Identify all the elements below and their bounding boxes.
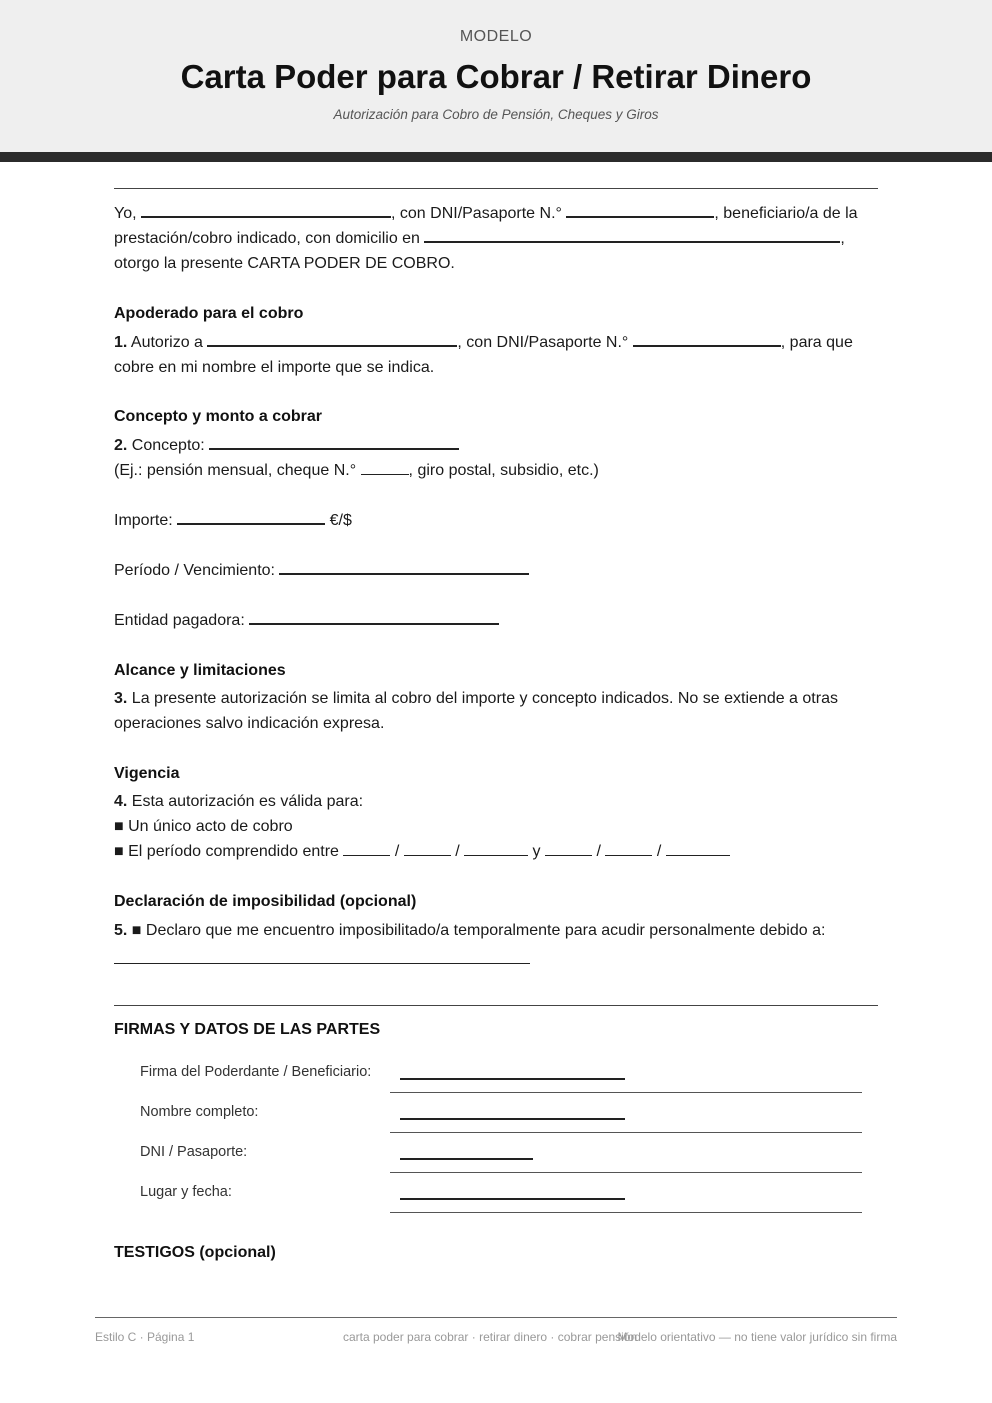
header-divider	[0, 152, 992, 162]
document-header	[0, 0, 992, 152]
reason-blank[interactable]	[114, 963, 530, 964]
place-date-label: Lugar y fecha:	[140, 1184, 232, 1200]
clause-text: La presente autorización se limita al cobro del importe y concepto indicados. No se extiende a otras operaciones salvo indicación expresa.	[114, 690, 838, 732]
signature-label: Firma del Poderdante / Beneficiario:	[140, 1064, 372, 1080]
document-kicker: MODELO	[459, 28, 533, 45]
document-subtitle: Autorización para Cobro de Pensión, Cheques y Giros	[333, 107, 659, 122]
date-separator: /	[596, 843, 601, 860]
clause-text: Declaro que me encuentro imposibilitado/a temporalmente para acudir personalmente debido a:	[145, 922, 826, 939]
clause-text: cobre en mi nombre el importe que se indica.	[114, 359, 435, 376]
name-blank[interactable]	[141, 202, 391, 218]
intro-text: , con DNI/Pasaporte N.°	[391, 205, 562, 222]
importe-blank[interactable]	[177, 509, 325, 525]
clause-number: 2.	[114, 437, 128, 454]
importe-line	[114, 508, 878, 533]
dni-blank[interactable]	[566, 202, 714, 218]
section-heading-vigencia: Vigencia	[114, 765, 180, 782]
clause-text: Esta autorización es válida para:	[131, 793, 364, 810]
footer-rule	[95, 1317, 897, 1318]
date-to-day-blank[interactable]	[545, 841, 592, 856]
document-title: Carta Poder para Cobrar / Retirar Dinero	[180, 58, 812, 95]
fullname-row-rule	[390, 1132, 862, 1133]
clause-number: 1.	[114, 334, 128, 351]
signatures-heading: FIRMAS Y DATOS DE LAS PARTES	[114, 1021, 381, 1038]
place-date-row-rule	[390, 1212, 862, 1213]
fullname-label: Nombre completo:	[140, 1104, 259, 1120]
clause-text: , con DNI/Pasaporte N.°	[457, 334, 629, 351]
example-text: (Ej.: pensión mensual, cheque N.°	[114, 462, 357, 479]
date-from-month-blank[interactable]	[404, 841, 451, 856]
entidad-blank[interactable]	[249, 609, 499, 625]
section5-paragraph	[114, 918, 878, 943]
section3-paragraph	[114, 686, 878, 736]
periodo-label: Período / Vencimiento:	[114, 562, 275, 579]
footer-keywords: carta poder para cobrar · retirar dinero · cobrar pensión	[343, 1330, 638, 1344]
checkbox-period[interactable]: ■	[114, 843, 124, 860]
date-conjunction: y	[532, 843, 541, 860]
entidad-line	[114, 608, 878, 633]
attorney-dni-blank[interactable]	[633, 331, 781, 347]
cheque-number-blank[interactable]	[361, 460, 409, 475]
clause-number: 4.	[114, 793, 128, 810]
periodo-line	[114, 558, 878, 583]
fullname-blank[interactable]	[400, 1118, 625, 1120]
intro-paragraph	[114, 201, 878, 276]
clause-text: Autorizo a	[130, 334, 203, 351]
intro-text: otorgo la presente CARTA PODER DE COBRO.	[114, 255, 455, 272]
clause-number: 3.	[114, 690, 128, 707]
signature-blank[interactable]	[400, 1078, 625, 1080]
concepto-label: Concepto:	[131, 437, 205, 454]
clause-number: 5.	[114, 922, 128, 939]
example-text: , giro postal, subsidio, etc.)	[408, 462, 599, 479]
date-from-year-blank[interactable]	[464, 841, 528, 856]
intro-text: , beneficiario/a de la prestación/cobro indicado, con domicilio en	[114, 205, 858, 247]
date-to-month-blank[interactable]	[605, 841, 652, 856]
footer-page-info: Estilo C · Página 1	[95, 1330, 195, 1344]
date-separator: /	[455, 843, 460, 860]
intro-text: ,	[840, 230, 845, 247]
date-separator: /	[394, 843, 400, 860]
section4-paragraph	[114, 789, 878, 864]
entidad-label: Entidad pagadora:	[114, 612, 245, 629]
section-heading-alcance: Alcance y limitaciones	[114, 662, 286, 679]
date-to-year-blank[interactable]	[666, 841, 730, 856]
witnesses-heading: TESTIGOS (opcional)	[114, 1244, 276, 1261]
section2-paragraph	[114, 433, 878, 483]
section-heading-concepto: Concepto y monto a cobrar	[114, 408, 323, 425]
dni-row-rule	[390, 1172, 862, 1173]
section1-paragraph	[114, 330, 878, 380]
option-period: El período comprendido entre	[128, 843, 339, 860]
signature-row-rule	[390, 1092, 862, 1093]
section-heading-imposibilidad: Declaración de imposibilidad (opcional)	[114, 893, 417, 910]
top-rule	[114, 188, 878, 189]
dni-signature-blank[interactable]	[400, 1158, 533, 1160]
date-from-day-blank[interactable]	[343, 841, 390, 856]
date-separator: /	[656, 843, 662, 860]
concepto-blank[interactable]	[209, 434, 459, 450]
clause-text: , para que	[780, 334, 853, 351]
option-single-act: Un único acto de cobro	[128, 818, 293, 835]
importe-label: Importe:	[114, 512, 173, 529]
checkbox-impossibility[interactable]: ■	[131, 922, 142, 939]
attorney-name-blank[interactable]	[207, 331, 457, 347]
footer-disclaimer: Modelo orientativo — no tiene valor jurídico sin firma	[617, 1330, 897, 1344]
intro-text: Yo,	[114, 205, 137, 222]
signatures-rule	[114, 1005, 878, 1006]
section-heading-apoderado: Apoderado para el cobro	[114, 305, 304, 322]
dni-label: DNI / Pasaporte:	[140, 1144, 248, 1160]
place-date-blank[interactable]	[400, 1198, 625, 1200]
currency-label: €/$	[329, 512, 352, 529]
periodo-blank[interactable]	[279, 559, 529, 575]
checkbox-single-act[interactable]: ■	[114, 818, 124, 835]
address-blank[interactable]	[424, 227, 840, 243]
